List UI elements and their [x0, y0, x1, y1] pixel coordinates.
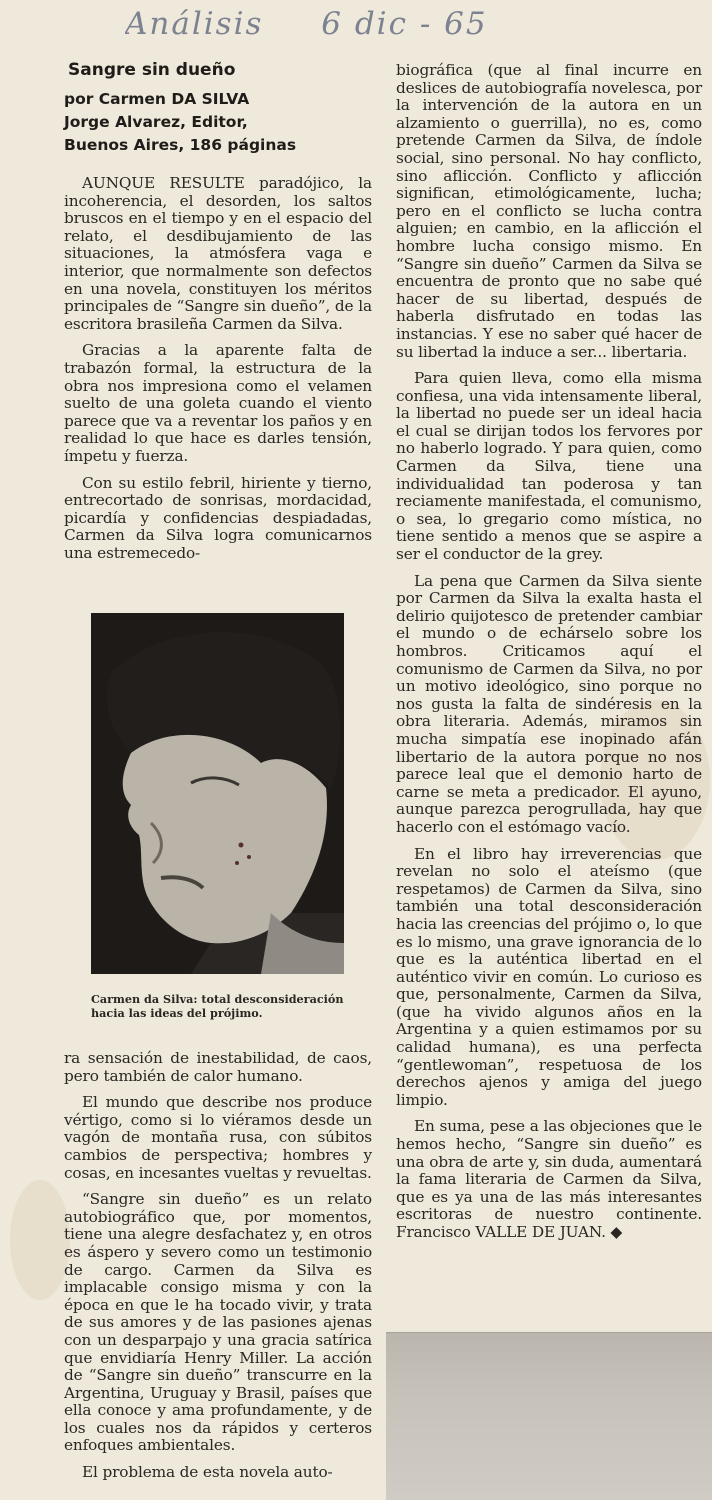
paragraph: Para quien lleva, como ella misma confiesa, una vida intensamente liberal, la libertad no puede ser un ideal hacia el cual se dirijan todos los fervores por no haberlo logrado. Y para quien, como Carmen da Silva, tiene una individualidad tan poderosa y tan reciamente manifestada, el comunismo, o sea, lo gregario como mística, no tiene sentido a menos que se aspire a ser el conductor de la grey. — [396, 369, 702, 564]
article-headline: Sangre sin dueño — [68, 60, 236, 80]
paragraph: Con su estilo febril, hiriente y tierno, entrecortado de sonrisas, mordacidad, picardía y confidencias despiadadas, Carmen da Silva logra comunicarnos una estremecedo- — [64, 473, 372, 562]
left-column — [64, 60, 372, 571]
paragraph: AUNQUE RESULTE paradójico, la incoherencia, el desorden, los saltos bruscos en el tiempo y en el espacio del relato, el desdibujamiento de las situaciones, la atmósfera vaga e interior, que normalmente son defectos en una novela, constituyen los méritos principales de “Sangre sin dueño”, de la escritora brasileña Carmen da Silva. — [64, 174, 372, 333]
paragraph: “Sangre sin dueño” es un relato autobiográfico que, por momentos, tiene una alegre desfachatez y, en otros es áspero y severo como un testimonio de cargo. Carmen da Silva es implacable consigo misma y con la época en que le ha tocado vivir, y trata de sus amores y de las pasiones ajenas con un desparpajo y una gracia satírica que envidiaría Henry Miller. La acción de “Sangre sin dueño” transcurre en la Argentina, Uruguay y Brasil, países que ella conoce y ama profundamente, y de los cuales nos da rápidos y certeros enfoques ambientales. — [64, 1190, 372, 1455]
portrait-illustration — [91, 613, 344, 974]
paragraph: El mundo que describe nos produce vértigo, como si lo viéramos desde un vagón de montaña rusa, con súbitos cambios de perspectiva; hombres y cosas, en incesantes vueltas y revueltas. — [64, 1093, 372, 1182]
end-mark-icon: ◆ — [610, 1223, 623, 1241]
paragraph: ra sensación de inestabilidad, de caos, pero también de calor humano. — [64, 1049, 372, 1085]
photo-caption: Carmen da Silva: total desconsideración hacia las ideas del prójimo. — [91, 992, 344, 1020]
paragraph: En el libro hay irreverencias que revelan no solo el ateísmo (que respetamos) de Carmen da Silva, sino también una total desconsideración hacia las creencias del prójimo o, lo que es lo mismo, una grave ignorancia de lo que es la auténtica libertad en el auténtico vivir en común. Lo curioso es que, personalmente, Carmen da Silva, (que ha vivido algunos años en la Argentina y a quien estimamos por su calidad humana), es una perfecta “gentlewoman”, respetuosa de los derechos ajenos y amiga del juego limpio. — [396, 844, 702, 1109]
right-column — [396, 62, 702, 1251]
article-signature: VALLE DE JUAN. — [475, 1223, 606, 1241]
handwritten-source: Análisis — [125, 6, 264, 42]
paragraph — [396, 1118, 702, 1241]
article-byline — [64, 88, 372, 157]
handwritten-note — [125, 6, 645, 60]
paragraph: El problema de esta novela auto- — [82, 1463, 333, 1482]
paragraph: biográfica (que al final incurre en deslices de autobiografía novelesca, por la intervención de la autora en un alzamiento o guerrilla), no es, como pretende Carmen da Silva, de índole social, sino personal. No hay conflicto, sino aflicción. Conflicto y aflicción significan, etimológicamente, lucha; pero en el conflicto se lucha contra alguien; en cambio, en la aflicción el hombre lucha consigo mismo. En “Sangre sin dueño” Carmen da Silva se encuentra de pronto que no sabe qué hacer de su libertad, después de haberla disfrutado en todas las instancias. Y ese no saber qué hacer de su libertad la induce a ser... libertaria. — [396, 61, 702, 361]
paper-edge — [386, 1310, 712, 1333]
left-column-continued — [64, 1050, 372, 1491]
byline-place-pages: Buenos Aires, 186 páginas — [64, 136, 297, 154]
byline-publisher: Jorge Alvarez, Editor, — [64, 113, 248, 131]
byline-author: por Carmen DA SILVA — [64, 90, 250, 108]
handwritten-date: 6 dic - 65 — [321, 6, 488, 42]
scan-background — [386, 1318, 712, 1500]
paragraph: La pena que Carmen da Silva siente por Carmen da Silva la exalta hasta el delirio quijotesco de pretender cambiar el mundo o de echárselo sobre los hombros. Criticamos aquí el comunismo de Carmen da Silva, no por un motivo ideológico, sino porque no nos gusta la falta de sindéresis en la obra literaria. Además, miramos sin mucha simpatía ese inopinado afán libertario de la autora porque no nos parece leal que el demonio harto de carne se meta a predicador. El ayuno, aunque parezca perogrullada, hay que hacerlo con el estómago vacío. — [396, 571, 702, 836]
author-portrait-photo — [91, 613, 344, 974]
closing-text: En suma, pese a las objeciones que le hemos hecho, “Sangre sin dueño” es una obra de arte y, sin duda, aumentará la fama literaria de Carmen da Silva, que es ya una de las más interesantes escritoras de nuestro continente. Francisco — [396, 1117, 702, 1241]
paragraph: Gracias a la aparente falta de trabazón formal, la estructura de la obra nos impresiona como el velamen suelto de una goleta cuando el viento parece que va a reventar los paños y en realidad lo que hace es darles tensión, ímpetu y fuerza. — [64, 341, 372, 465]
